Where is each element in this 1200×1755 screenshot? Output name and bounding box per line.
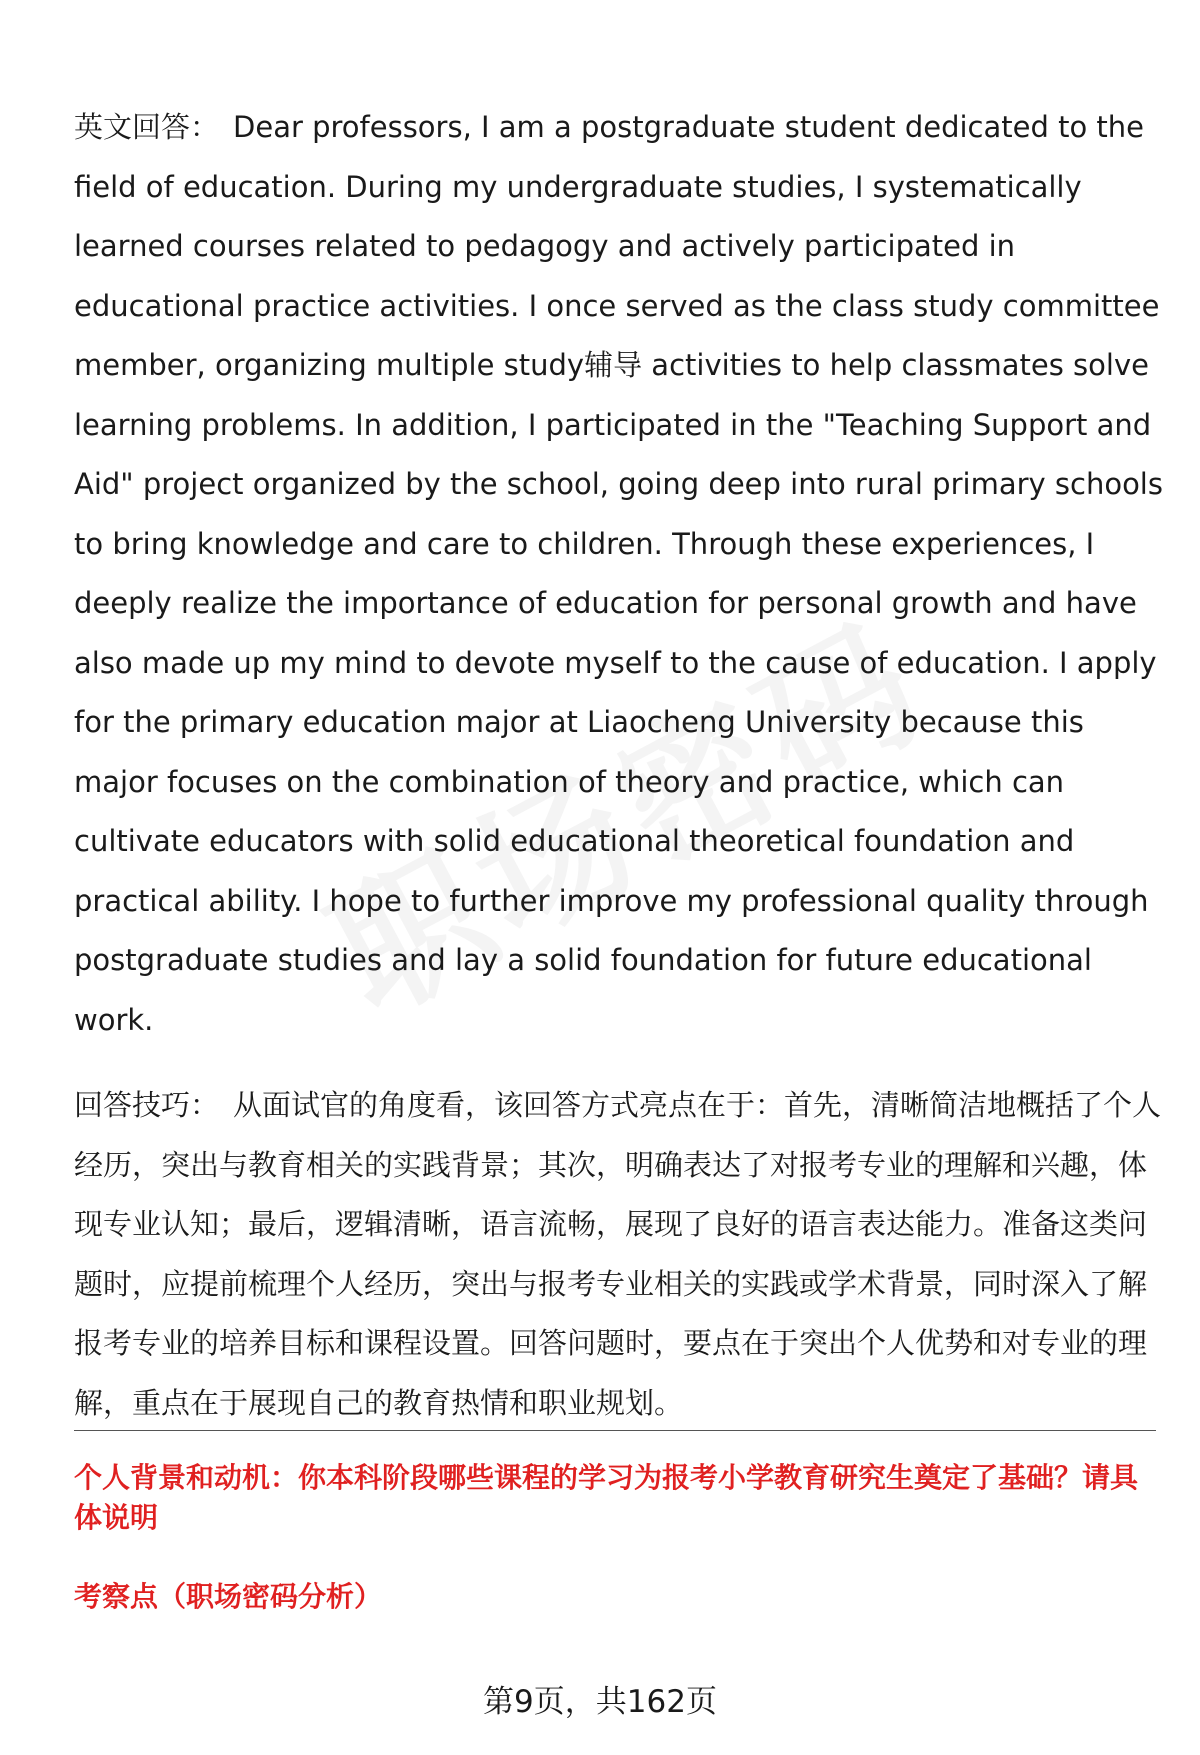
page-footer: 第9页，共162页 bbox=[483, 1684, 717, 1720]
english-answer-text: Dear professors, I am a postgraduate student dedicated to the field of education. During my undergraduate studies, I systematically learned courses related to pedagogy and actively participated in educational practice activities. I once served as the class study committee member, organizing multiple study辅导 activities to help classmates solve learning problems. In addition, I participated in the "Teaching Support and Aid" project organized by the school, going deep into rural primary schools to bring knowledge and care to children. Through these experiences, I deeply realize the importance of education for personal growth and have also made up my mind to devote myself to the cause of education. I apply for the primary education major at Liaocheng University because this major focuses on the combination of theory and practice, which can cultivate educators with solid educational theoretical foundation and practical ability. I hope to further improve my professional quality through postgraduate studies and lay a solid foundation for future educational work. bbox=[74, 110, 1163, 1037]
analysis-section-heading: 考察点（职场密码分析） bbox=[74, 1580, 383, 1613]
answer-tips-label: 回答技巧： bbox=[74, 1088, 220, 1122]
section-divider bbox=[74, 1430, 1156, 1431]
answer-tips-paragraph bbox=[74, 1076, 1164, 1433]
english-answer-paragraph bbox=[74, 98, 1164, 1050]
next-question-heading: 个人背景和动机：你本科阶段哪些课程的学习为报考小学教育研究生奠定了基础？请具体说明 bbox=[74, 1461, 1139, 1534]
english-answer-label: 英文回答： bbox=[74, 110, 220, 144]
answer-tips-text: 从面试官的角度看，该回答方式亮点在于：首先，清晰简洁地概括了个人经历，突出与教育相关的实践背景；其次，明确表达了对报考专业的理解和兴趣，体现专业认知；最后，逻辑清晰，语言流畅，展现了良好的语言表达能力。准备这类问题时，应提前梳理个人经历，突出与报考专业相关的实践或学术背景，同时深入了解报考专业的培养目标和课程设置。回答问题时，要点在于突出个人优势和对专业的理解，重点在于展现自己的教育热情和职业规划。 bbox=[74, 1088, 1162, 1420]
document-body bbox=[74, 98, 1164, 1433]
